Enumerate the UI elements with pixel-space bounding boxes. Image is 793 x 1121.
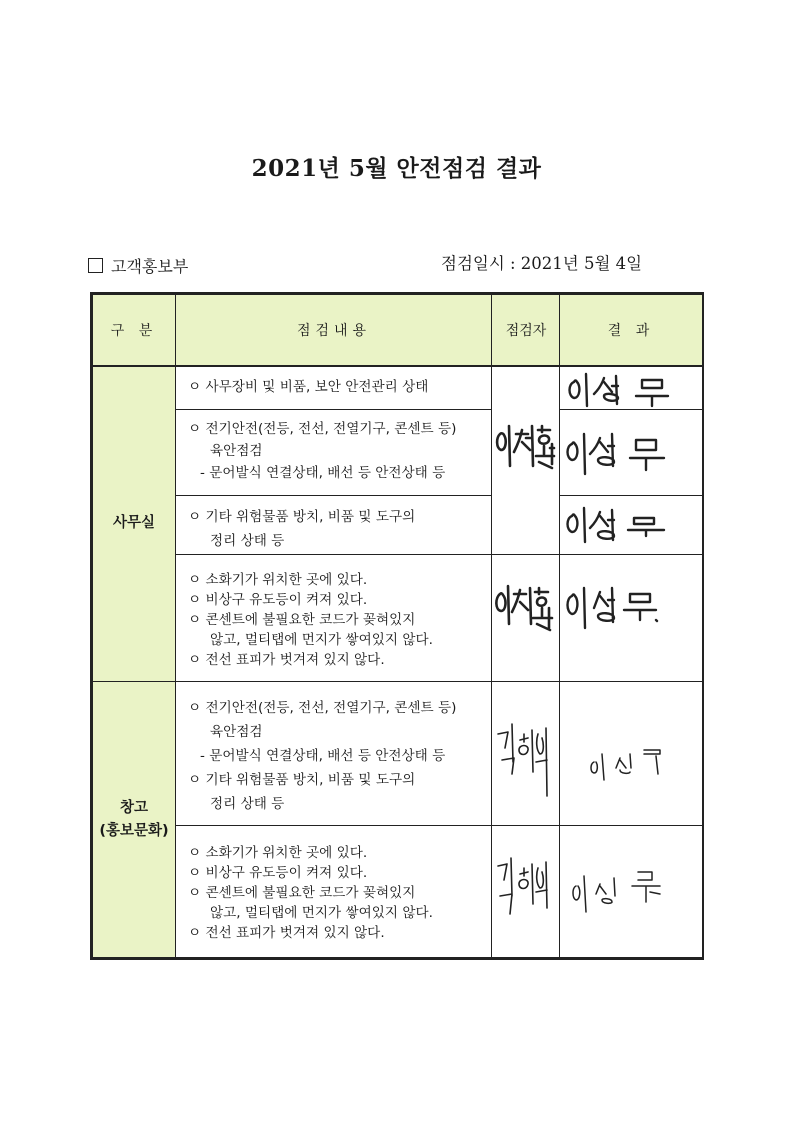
content-line: ㅇ 콘센트에 불필요한 코드가 꽂혀있지 (188, 612, 416, 628)
content-line: ㅇ 사무장비 및 비품, 보안 안전관리 상태 (188, 379, 429, 395)
result-signature-2 (560, 420, 702, 486)
result-signature-3 (560, 500, 702, 552)
content-line: ㅇ 전기안전(전등, 전선, 전열기구, 콘센트 등) (188, 421, 457, 437)
row-line-2b (560, 495, 702, 496)
table-border-top (90, 292, 704, 295)
row-line-3 (176, 554, 702, 555)
content-line: 정리 상태 등 (210, 796, 285, 812)
inspection-date: 점검일시 : 2021년 5월 4일 (441, 254, 643, 273)
header-result: 결 과 (560, 294, 702, 366)
department-name: 고객홍보부 (111, 257, 189, 276)
col-line-1 (175, 294, 176, 958)
content-line: ㅇ 비상구 유도등이 켜져 있다. (188, 592, 368, 608)
category-warehouse (92, 682, 176, 958)
result-signature-1 (560, 368, 702, 410)
row-line-5 (176, 825, 702, 826)
inspector-signature-2 (492, 578, 560, 638)
category-office-label: 사무실 (112, 515, 156, 532)
inspector-signature-4 (492, 848, 560, 938)
content-line: ㅇ 기타 위험물품 방치, 비품 및 도구의 (188, 772, 416, 788)
content-line: 않고, 멀티탭에 먼지가 쌓여있지 않다. (210, 905, 433, 921)
inspector-signature-3 (492, 700, 560, 810)
content-warehouse-1 (188, 696, 456, 816)
row-line-2a (176, 495, 492, 496)
header-line (92, 365, 702, 367)
content-office-4 (188, 570, 433, 670)
result-signature-5 (560, 740, 702, 790)
content-line: ㅇ 소화기가 위치한 곳에 있다. (188, 845, 368, 861)
content-line: - 문어발식 연결상태, 배선 등 안전상태 등 (200, 465, 446, 481)
content-line: ㅇ 비상구 유도등이 켜져 있다. (188, 865, 368, 881)
header-inspector: 점검자 (492, 294, 560, 366)
table-border-left (90, 292, 93, 960)
content-line: 않고, 멀티탭에 먼지가 쌓여있지 않다. (210, 632, 433, 648)
result-signature-6 (560, 862, 702, 928)
header-content: 점검내용 (176, 294, 492, 366)
content-line: ㅇ 전기안전(전등, 전선, 전열기구, 콘센트 등) (188, 700, 457, 716)
content-line: ㅇ 전선 표피가 벗겨져 있지 않다. (188, 925, 385, 941)
inspector-signature-1 (492, 412, 560, 482)
category-warehouse-label: 창고 (119, 799, 148, 816)
content-office-1 (188, 377, 428, 397)
header-category: 구 분 (92, 294, 176, 366)
content-line: ㅇ 콘센트에 불필요한 코드가 꽂혀있지 (188, 885, 416, 901)
category-office (92, 366, 176, 682)
content-office-2 (188, 418, 456, 484)
content-line: ㅇ 기타 위험물품 방치, 비품 및 도구의 (188, 509, 416, 525)
category-warehouse-sublabel: (홍보문화) (99, 823, 169, 839)
content-line: 육안점검 (210, 724, 263, 740)
content-line: ㅇ 전선 표피가 벗겨져 있지 않다. (188, 652, 385, 668)
content-warehouse-2 (188, 843, 433, 943)
result-signature-4 (560, 578, 702, 638)
content-line: 정리 상태 등 (210, 533, 285, 549)
content-office-3 (188, 505, 415, 553)
content-line: - 문어발식 연결상태, 배선 등 안전상태 등 (200, 748, 446, 764)
document-title: 2021년 5월 안전점검 결과 (251, 155, 542, 182)
section-line (92, 681, 702, 682)
content-line: ㅇ 소화기가 위치한 곳에 있다. (188, 572, 368, 588)
row-line-1a (176, 409, 492, 410)
content-line: 육안점검 (210, 443, 263, 459)
table-border-bottom (90, 957, 704, 960)
